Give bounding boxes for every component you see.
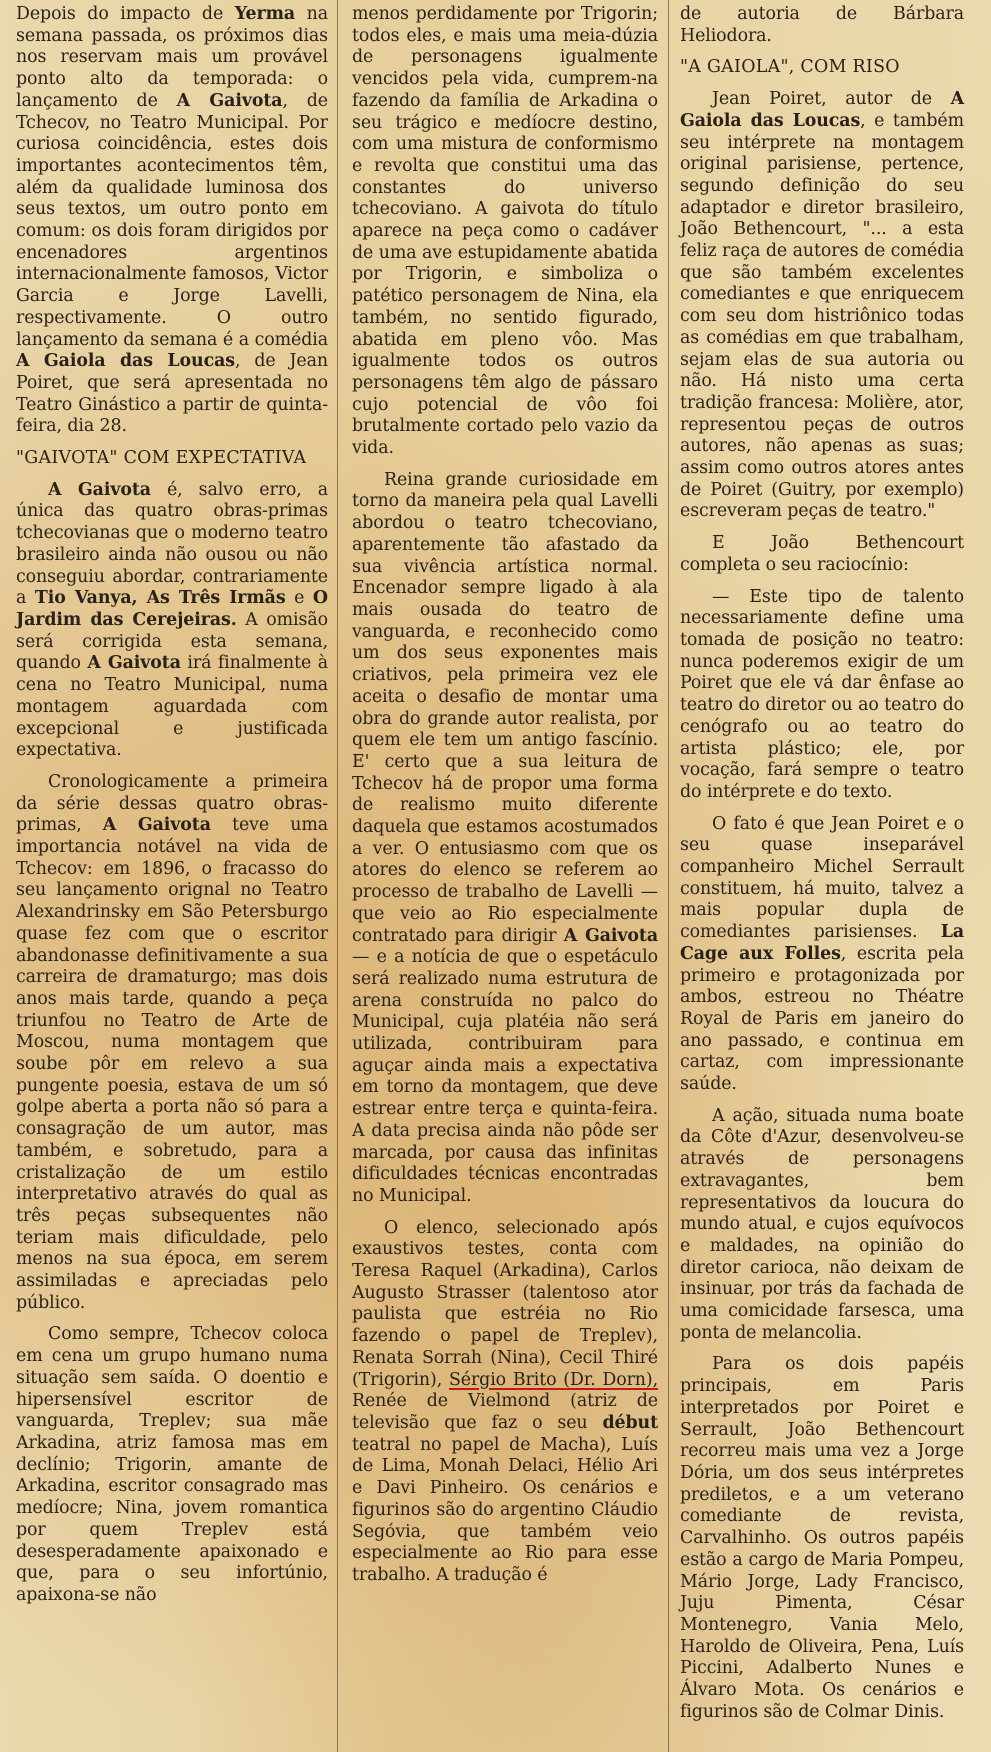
bold-text: La Cage aux Folles [680, 922, 964, 964]
section-heading [680, 57, 964, 79]
paragraph [16, 4, 328, 438]
bold-text: A Gaiola das Loucas [680, 89, 964, 131]
text-run: , de Jean Poiret, que será apresentada no Teatro Ginástico a partir de quinta-feira, dia 28. [16, 351, 328, 437]
bold-text: A Gaivota [563, 925, 658, 946]
text-run: e [285, 588, 313, 609]
paragraph [680, 89, 964, 523]
column-rule [337, 0, 338, 1752]
bold-text: A Gaivota [176, 90, 283, 111]
bold-text: début [602, 1413, 658, 1433]
section-heading [16, 448, 328, 470]
bold-text: A Gaiola das Loucas [16, 351, 235, 372]
text-run: , escrita pela primeiro e protagonizada por ambos, estreou no Théatre Royal de Paris em janeiro do ano passado, e continua em cartaz, com impressionante saúde. [680, 943, 964, 1095]
text-run: Reina grande curiosidade em torno da maneira pela qual Lavelli abordou o teatro tchecoviano, aparentemente tão afastado da sua vivência artística normal. Encenador sempre ligado à ala mais ousada do teatro de vanguarda, e reconhecido como um dos seus exponentes mais criativos, pela primeira vez ele aceita o desafio de montar uma obra do grande autor realista, por quem ele tem um antigo fascínio. E' certo que a sua leitura de Tchecov há de propor uma forma de realismo muito diferente daquela que estamos acostumados a ver. O entusiasmo com que os atores do elenco se referem ao processo de trabalho de Lavelli — que veio ao Rio especialmente contratado para dirigir [352, 469, 658, 946]
paragraph [680, 587, 964, 804]
text-run: E João Bethencourt completa o seu raciocínio: [680, 533, 964, 575]
paragraph [680, 533, 964, 576]
text-run: Para os dois papéis principais, em Paris interpretados por Poiret e Serrault, João Bethencourt recorreu mais uma vez a Jorge Dória, um dos seus intérpretes prediletos, e a um veterano comediante de revista, Carvalhinho. Os outros papéis estão a cargo de Maria Pompeu, Mário Jorge, Lady Francisco, Juju Pimenta, César Montenegro, Vania Melo, Haroldo de Oliveira, Pena, Luís Piccini, Adalberto Nunes e Álvaro Mota. Os cenários e figurinos são de Colmar Dinis. [680, 1354, 964, 1722]
article-column-1 [16, 4, 328, 1752]
text-run: menos perdidamente por Trigorin; todos eles, e mais uma meia-dúzia de personagens igualmente vencidos pela vida, cumprem-na fazendo da família de Arkadina o seu trágico e medíocre destino, com uma mistura de conformismo e revolta que constitui uma das constantes do universo tchecoviano. A gaivota do título aparece na peça como o cadáver de uma ave estupidamente abatida por Trigorin, e simboliza o patético personagem de Nina, ela também, no sentido figurado, abatida em pleno vôo. Mas igualmente todos os outros personagens têm algo de pássaro cujo potencial de vôo foi brutalmente cortado pelo vazio da vida. [352, 4, 658, 459]
bold-text: Yerma [234, 4, 296, 24]
text-run: A omisão será corrigida esta semana, quando [16, 609, 328, 674]
bold-text: A Gaivota [87, 653, 181, 674]
paragraph [352, 470, 658, 1208]
text-run: O fato é que Jean Poiret e o seu quase inseparável companheiro Michel Serrault constituem, há muito, talvez a mais popular dupla de comediantes parisienses. [680, 813, 964, 943]
column-rule [668, 0, 669, 1752]
text-run: é, salvo erro, a única das quatro obras-primas tchecovianas que o moderno teatro brasileiro ainda não ousou ou não conseguiu abordar, contrariamente a [16, 479, 328, 609]
paragraph [16, 772, 328, 1315]
paragraph [680, 4, 964, 47]
text-run: — Este tipo de talento necessariamente define uma tomada de posição no teatro: nunca poderemos exigir de um Poiret que ele vá dar ênfase ao teatro do diretor ou ao teatro do cenógrafo ou ao teatro do artista plástico; ele, por vocação, fará sempre o teatro do intérprete e do texto. [680, 586, 964, 802]
paragraph [16, 1324, 328, 1606]
paragraph [352, 4, 658, 460]
paragraph [16, 480, 328, 762]
text-run: Cronologicamente a primeira da série dessas quatro obras-primas, [16, 771, 328, 836]
paragraph [352, 1218, 658, 1587]
text-run: Jean Poiret, autor de [712, 89, 951, 110]
text-run: de autoria de Bárbara Heliodora. [680, 4, 964, 46]
article-column-3 [680, 4, 964, 1752]
text-run: teatral no papel de Macha), Luís de Lima, Monah Delaci, Hélio Ari e Davi Pinheiro. Os cenários e figurinos são do argentino Cláudio Segóvia, que também veio especialmente ao Rio para esse trabalho. A tradução é [352, 1434, 658, 1585]
underlined-text: Sérgio Brito (Dr. Dorn), [448, 1369, 658, 1390]
paragraph [680, 1106, 964, 1345]
text-run: na semana passada, os próximos dias nos reservam mais um provável ponto alto da temporada: o lançamento de [16, 4, 328, 111]
text-run: teve uma importancia notável na vida de Tchecov: em 1896, o fracasso do seu lançamento orignal no Teatro Alexandrinsky em São Petersburgo quase fez com que o escritor abandonasse definitivamente a sua carreira de dramaturgo; mas dois anos mais tarde, quando a peça triunfou no Teatro de Arte de Moscou, numa montagem que soube pôr em relevo a sua pungente poesia, estava de um só golpe aberta a porta não só para a consagração de um autor, mas também, e sobretudo, para a cristalização de um estilo interpretativo através do qual as três peças subsequentes não teriam mais dificuldade, pelo menos na sua época, em serem assimiladas e apreciadas pelo público. [16, 815, 328, 1313]
text-run: irá finalmente à cena no Teatro Municipal, numa montagem aguardada com excepcional e justificada expectativa. [16, 653, 329, 761]
text-run: "GAIVOTA" COM EXPECTATIVA [16, 448, 307, 469]
text-run: — e a notícia de que o espetáculo será realizado numa estrutura de arena construída no palco do Municipal, cuja platéia não será utilizada, contribuiram para aguçar ainda mais a expectativa em torno da montagem, que deve estrear entre terça e quinta-feira. A data precisa ainda não pôde ser marcada, por causa das infinitas dificuldades técnicas encontradas no Municipal. [352, 947, 658, 1206]
article-column-2 [352, 4, 658, 1752]
bold-text: A Gaivota [48, 479, 151, 500]
bold-text: A Gaivota [102, 815, 211, 836]
text-run: A ação, situada numa boate da Côte d'Azur, desenvolveu-se através de personagens extravagantes, bem representativos da loucura do mundo atual, e cujos equívocos e maldades, na opinião do diretor carioca, não deixam de insinuar, por trás da fachada de uma comicidade farsesca, uma ponta de melancolia. [680, 1105, 964, 1343]
text-run: , de Tchecov, no Teatro Municipal. Por curiosa coincidência, estes dois importantes acontecimentos têm, além da qualidade luminosa dos seus textos, um outro ponto em comum: os dois foram dirigidos por encenadores argentinos internacionalmente famosos, Victor Garcia e Jorge Lavelli, respectivamente. O outro lançamento da semana é a comédia [16, 90, 328, 350]
text-run: Como sempre, Tchecov coloca em cena um grupo humano numa situação sem saída. O doentio e hipersensível escritor de vanguarda, Treplev; sua mãe Arkadina, atriz famosa mas em declínio; Trigorin, amante de Arkadina, escritor consagrado mas medíocre; Nina, jovem romantica por quem Treplev está desesperadamente apaixonado e que, para o seu infortúnio, apaixona-se não [16, 1324, 328, 1605]
text-run: "A GAIOLA", COM RISO [680, 57, 900, 78]
text-run: O elenco, selecionado após exaustivos testes, conta com Teresa Raquel (Arkadina), Carlos Augusto Strasser (talentoso ator paulista que estréia no Rio fazendo o papel de Treplev), Renata Sorrah (Nina), Cecil Thiré (Trigorin), [352, 1217, 658, 1390]
bold-text: Tio Vanya, As Três Irmãs [34, 588, 286, 609]
text-run: , e também seu intérprete na montagem original parisiense, pertence, segundo definição do seu adaptador e diretor brasileiro, João Bethencourt, "... a esta feliz raça de autores de comédia que são também excelentes comediantes e que enriquecem com seu dom histriônico todas as comédias em que trabalham, sejam elas de sua autoria ou não. Há nisto uma certa tradição francesa: Molière, ator, representou peças de outros autores, não apenas as suas; assim como outros atores antes de Poiret (Guitry, por exemplo) escreveram peças de teatro." [680, 110, 964, 522]
paragraph [680, 1354, 964, 1723]
paragraph [680, 814, 964, 1096]
bold-text: O Jardim das Cerejeiras. [16, 588, 328, 630]
text-run: Depois do impacto de [16, 4, 235, 24]
text-run: Renée de Vielmond (atriz de televisão que faz o seu [352, 1391, 658, 1433]
